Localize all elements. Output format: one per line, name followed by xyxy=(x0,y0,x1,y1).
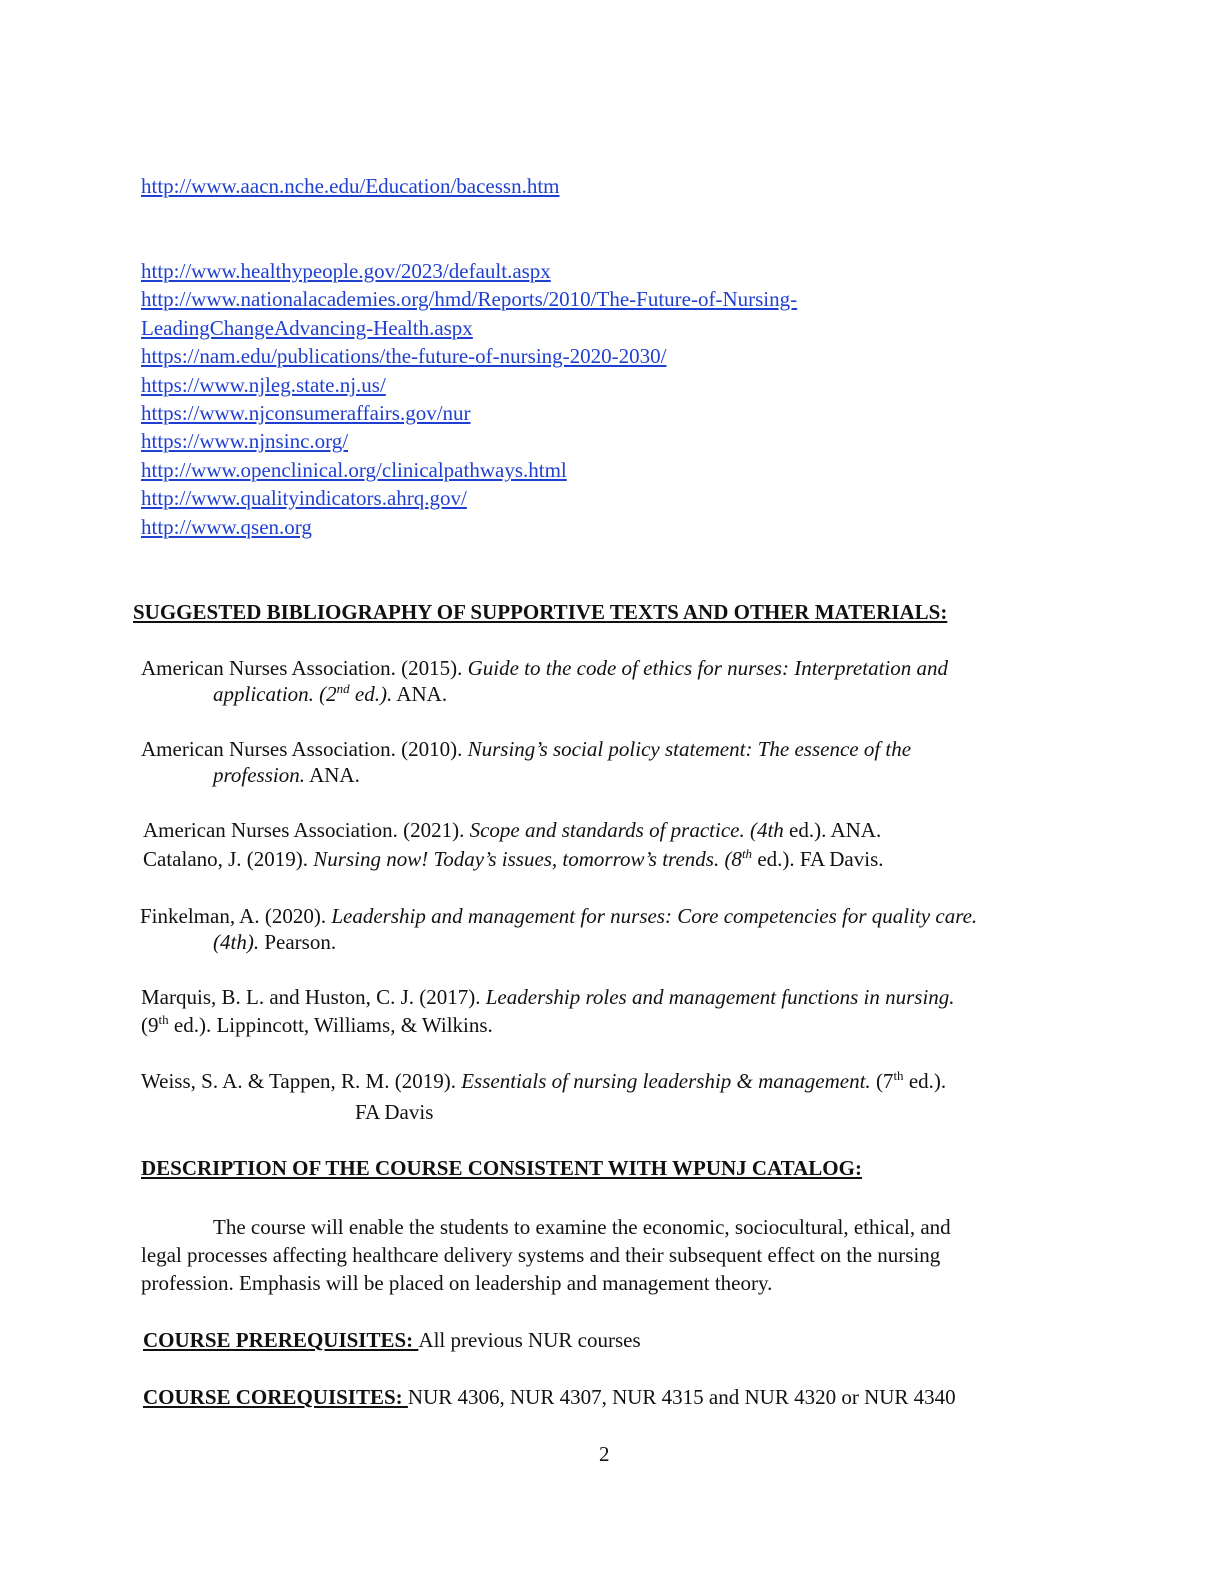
bib-author: Finkelman, A. (2020). xyxy=(140,904,332,928)
bib-entry-ana-2015 xyxy=(141,654,948,682)
bib-mid: (7 xyxy=(870,1069,894,1093)
bib-entry-marquis-line2 xyxy=(141,1011,493,1039)
bib-sup: th xyxy=(158,1012,169,1027)
corequisites-label: COURSE COREQUISITES: xyxy=(143,1385,408,1409)
link-qualityindicators[interactable]: http://www.qualityindicators.ahrq.gov/ xyxy=(141,486,467,510)
link-njnsinc[interactable]: https://www.njnsinc.org/ xyxy=(141,429,349,453)
link-openclinical[interactable]: http://www.openclinical.org/clinicalpathways.html xyxy=(141,458,567,482)
bibliography-heading: SUGGESTED BIBLIOGRAPHY OF SUPPORTIVE TEXTS AND OTHER MATERIALS: xyxy=(133,600,948,624)
page-number: 2 xyxy=(599,1442,610,1466)
description-line-1: The course will enable the students to examine the economic, sociocultural, ethical, and xyxy=(213,1215,951,1239)
bib-author: Catalano, J. (2019). xyxy=(143,847,314,871)
bib-sup: th xyxy=(741,846,753,861)
bib-title: Nursing’s social policy statement: The essence of the xyxy=(467,737,912,761)
bib-rest: ed.). ANA. xyxy=(783,818,882,842)
bib-sup: th xyxy=(893,1068,904,1083)
bib-title-cont: application. (2 xyxy=(213,682,337,706)
bib-entry-catalano xyxy=(143,845,884,873)
bib-author: Marquis, B. L. and Huston, C. J. (2017). xyxy=(141,985,486,1009)
bib-entry-ana-2015-line2 xyxy=(213,680,447,708)
bib-entry-ana-2021 xyxy=(143,816,881,844)
bib-author: American Nurses Association. (2015). xyxy=(141,656,468,680)
bib-title-cont-b: ed.). xyxy=(349,682,393,706)
bib-author: Weiss, S. A. & Tappen, R. M. (2019). xyxy=(141,1069,462,1093)
link-njconsumeraffairs[interactable]: https://www.njconsumeraffairs.gov/nur xyxy=(141,401,471,425)
link-aacn[interactable]: http://www.aacn.nche.edu/Education/bacessn.htm xyxy=(141,174,560,198)
link-qsen[interactable]: http://www.qsen.org xyxy=(141,515,312,539)
bib-title-cont: (4th). xyxy=(213,930,260,954)
link-healthypeople[interactable]: http://www.healthypeople.gov/2023/default.aspx xyxy=(141,259,551,283)
bib-entry-weiss xyxy=(141,1067,946,1095)
bib-title-cont: profession. xyxy=(213,763,305,787)
description-line-2: legal processes affecting healthcare delivery systems and their subsequent effect on the nursing xyxy=(141,1243,941,1267)
link-nationalacademies-cont[interactable]: LeadingChangeAdvancing-Health.aspx xyxy=(141,316,473,340)
bib-title: Scope and standards of practice. (4th xyxy=(469,818,784,842)
bib-title: Leadership roles and management functions in nursing. xyxy=(485,985,955,1009)
bib-title: Guide to the code of ethics for nurses: Interpretation and xyxy=(467,656,949,680)
corequisites-value: NUR 4306, NUR 4307, NUR 4315 and NUR 4320 or NUR 4340 xyxy=(407,1385,956,1409)
description-line-3: profession. Emphasis will be placed on leadership and management theory. xyxy=(141,1271,773,1295)
link-nam[interactable]: https://nam.edu/publications/the-future-of-nursing-2020-2030/ xyxy=(141,344,667,368)
link-nationalacademies[interactable]: http://www.nationalacademies.org/hmd/Reports/2010/The-Future-of-Nursing- xyxy=(141,287,798,311)
bib-entry-finkelman xyxy=(140,902,977,930)
prerequisites-value: All previous NUR courses xyxy=(418,1328,641,1352)
bib-title: Essentials of nursing leadership & management. xyxy=(461,1069,871,1093)
bib-entry-finkelman-line2 xyxy=(213,928,336,956)
bib-title: Leadership and management for nurses: Core competencies for quality care. xyxy=(331,904,978,928)
bib-mid: . (8 xyxy=(713,847,742,871)
bib-author: American Nurses Association. (2021). xyxy=(143,818,470,842)
bib-rest: ed.). xyxy=(903,1069,947,1093)
bib-entry-ana-2010-line2 xyxy=(213,761,360,789)
bib-rest: ed.). FA Davis. xyxy=(752,847,884,871)
bib-line2a: (9 xyxy=(141,1013,159,1037)
bib-author: American Nurses Association. (2010). xyxy=(141,737,468,761)
prerequisites-label: COURSE PREREQUISITES: xyxy=(143,1328,419,1352)
bib-sup: nd xyxy=(336,681,350,696)
link-njleg[interactable]: https://www.njleg.state.nj.us/ xyxy=(141,373,386,397)
bib-line2b: ed.). Lippincott, Williams, & Wilkins. xyxy=(168,1013,493,1037)
bib-publisher: Pearson. xyxy=(259,930,337,954)
bib-entry-marquis xyxy=(141,983,955,1011)
bib-title: Nursing now! Today’s issues, tomorrow’s trends xyxy=(313,847,714,871)
bib-publisher: ANA. xyxy=(304,763,360,787)
bib-entry-weiss-line2: FA Davis xyxy=(355,1100,434,1124)
description-heading: DESCRIPTION OF THE COURSE CONSISTENT WITH WPUNJ CATALOG: xyxy=(141,1156,862,1180)
corequisites xyxy=(143,1383,956,1411)
prerequisites xyxy=(143,1326,641,1354)
bib-entry-ana-2010 xyxy=(141,735,911,763)
bib-publisher: ANA. xyxy=(392,682,448,706)
